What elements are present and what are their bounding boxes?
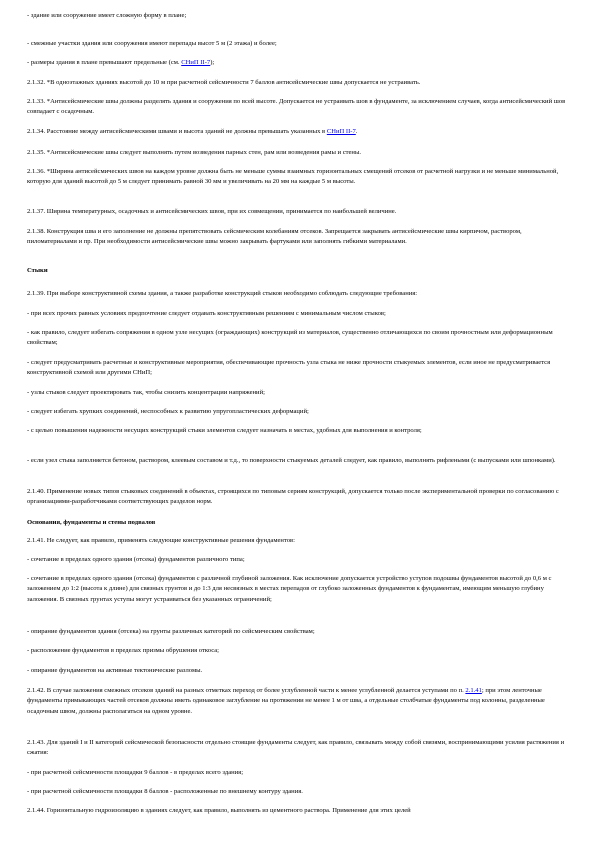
paragraph-2-1-33: 2.1.33. *Антисейсмические швы должны разделять здания и сооружения по всей высоте. Допускается не устраивать шов в фундаменте, за исключением случаев, когда антисейсмический шов совпадает с осадочным.	[27, 98, 566, 116]
list-item: - опирание фундаментов здания (отсека) на грунты различных категорий по сейсмическим свойствам;	[27, 628, 315, 635]
snip-link[interactable]: СНиП II-7	[326, 128, 356, 135]
snip-link[interactable]: СНиП II-7	[181, 59, 211, 66]
paragraph-2-1-32: 2.1.32. *В одноэтажных зданиях высотой до 10 м при расчетной сейсмичности 7 баллов антисейсмические швы допускается не устраивать.	[27, 79, 421, 86]
paragraph-text: 2.1.42. В случае заложения смежных отсеков зданий на разных отметках переход от более углубленной части к менее углубленной делается уступами по п.	[27, 687, 466, 694]
list-item: - следует предусматривать расчетные и конструктивные мероприятия, обеспечивающие прочность узла стыка не ниже прочности стыкуемых элементов, если иное не предусматривается конструктивной схемой или другими СНиП;	[27, 359, 551, 377]
section-heading-foundations: Основания, фундаменты и стены подвалов	[27, 519, 156, 526]
paragraph-text: .	[355, 128, 358, 135]
list-item: - узлы стыков следует проектировать так, чтобы снизить концентрации напряжений;	[27, 389, 265, 396]
paragraph-2-1-39: 2.1.39. При выборе конструктивной схемы здания, а также разработке конструкций стыков необходимо соблюдать следующие требования:	[27, 290, 418, 297]
list-item: - сочетание в пределах одного здания (отсека) фундаментов различного типа;	[27, 556, 245, 563]
list-item: - при расчетной сейсмичности площадки 8 баллов - расположенные по внешнему контуру здания.	[27, 788, 303, 795]
list-item	[27, 58, 570, 68]
list-item: - при всех прочих равных условиях предпочтение следует отдавать конструктивным решениям с минимальным числом стыков;	[27, 310, 386, 317]
paragraph-2-1-43: 2.1.43. Для зданий I и II категорий сейсмической безопасности отдельно стоящие фундаменты следует, как правило, связывать между собой связями, воспринимающими усилия растяжения и сжатия:	[27, 739, 565, 757]
list-item: - с целью повышения надежности несущих конструкций стыки элементов следует назначать в местах, удобных для выполнения и контроля;	[27, 427, 422, 434]
paragraph-2-1-35: 2.1.35. *Антисейсмические швы следует выполнять путем возведения парных стен, рам или возведения рамы и стены.	[27, 149, 362, 156]
section-heading-joints: Стыки	[27, 267, 48, 274]
list-item: - смежные участки здания или сооружения имеют перепады высот 5 м (2 этажа) и более;	[27, 40, 277, 47]
paragraph-text: );	[210, 59, 215, 66]
paragraph-text: - размеры здания в плане превышают предельные (см.	[27, 59, 182, 66]
paragraph-2-1-41: 2.1.41. Не следует, как правило, применять следующие конструктивные решения фундаментов:	[27, 537, 295, 544]
list-item: - сочетание в пределах одного здания (отсека) фундаментов с различной глубиной заложения. Как исключение допускается устройство уступов подошвы фундаментов высотой до 0,6 м с заложением до 1:2 (высота к длине) для связных грунтов и до 1:3 для несвязных в местах перепадов от глубоко заложенных фундаментов к фундаментам, имеющим меньшую глубину заложения. В связных грунтах уступы могут устраиваться без указанных ограничений;	[27, 575, 552, 603]
list-item: - расположение фундаментов в пределах призмы обрушения откоса;	[27, 647, 219, 654]
paragraph-2-1-37: 2.1.37. Ширина температурных, осадочных и антисейсмических швов, при их совмещении, принимается по наибольшей величине.	[27, 208, 397, 215]
list-item: - опирание фундаментов на активные тектонические разломы.	[27, 667, 203, 674]
list-item: - как правило, следует избегать сопряжения в одном узле несущих (ограждающих) конструкций из материалов, существенно отличающихся по своим прочностным или деформационным свойствам;	[27, 329, 553, 347]
list-item: - здание или сооружение имеет сложную форму в плане;	[27, 12, 187, 19]
list-item: - при расчетной сейсмичности площадки 9 баллов - в пределах всего здания;	[27, 769, 244, 776]
paragraph-text: ; при этом ленточные фундаменты примыкающих частей отсеков должны иметь одинаковое заглубление на протяжении не менее 1 м от шва, а отдельные столбчатые фундаменты под колонны, разделенные осадочным швом, должны располагаться на одном уровне.	[27, 687, 545, 715]
paragraph-2-1-44: 2.1.44. Горизонтальную гидроизоляцию в зданиях следует, как правило, выполнять из цементного раствора. Применение для этих целей	[27, 807, 411, 814]
clause-link-2-1-41[interactable]: 2.1.41	[465, 687, 482, 694]
paragraph-2-1-34	[27, 127, 570, 137]
paragraph-2-1-36: 2.1.36. *Ширина антисейсмических швов на каждом уровне должна быть не меньше суммы взаимных горизонтальных смещений отсеков от расчетной нагрузки и не меньше минимальной, которую для зданий высотой до 5 м следует принимать равной 30 мм и увеличивать на 20 мм на каждые 5 м высоты.	[27, 168, 559, 186]
list-item: - если узел стыка заполняется бетоном, раствором, клеевым составом и т.д., то поверхности стыкуемых деталей следует, как правило, выполнять рифлеными (с выпусками или шпонками).	[27, 457, 556, 464]
paragraph-2-1-40: 2.1.40. Применение новых типов стыковых соединений в объектах, строящихся по типовым сериям конструкций, допускается только после экспериментальной проверки по согласованию с организациями-разработчиками соответствующих разделов норм.	[27, 488, 559, 506]
paragraph-2-1-38: 2.1.38. Конструкция шва и его заполнение не должны препятствовать сейсмическим колебаниям отсеков. Запрещается закрывать антисейсмические швы кирпичом, раствором, пиломатериалами и пр. При необходимости антисейсмические швы можно закрывать фартуками или заполнять гибкими материалами.	[27, 228, 522, 246]
paragraph-2-1-42	[27, 686, 570, 717]
list-item: - следует избегать хрупких соединений, неспособных к развитию упругопластических деформаций;	[27, 408, 309, 415]
paragraph-text: 2.1.34. Расстояние между антисейсмическими швами и высота зданий не должны превышать указанных в	[27, 128, 327, 135]
